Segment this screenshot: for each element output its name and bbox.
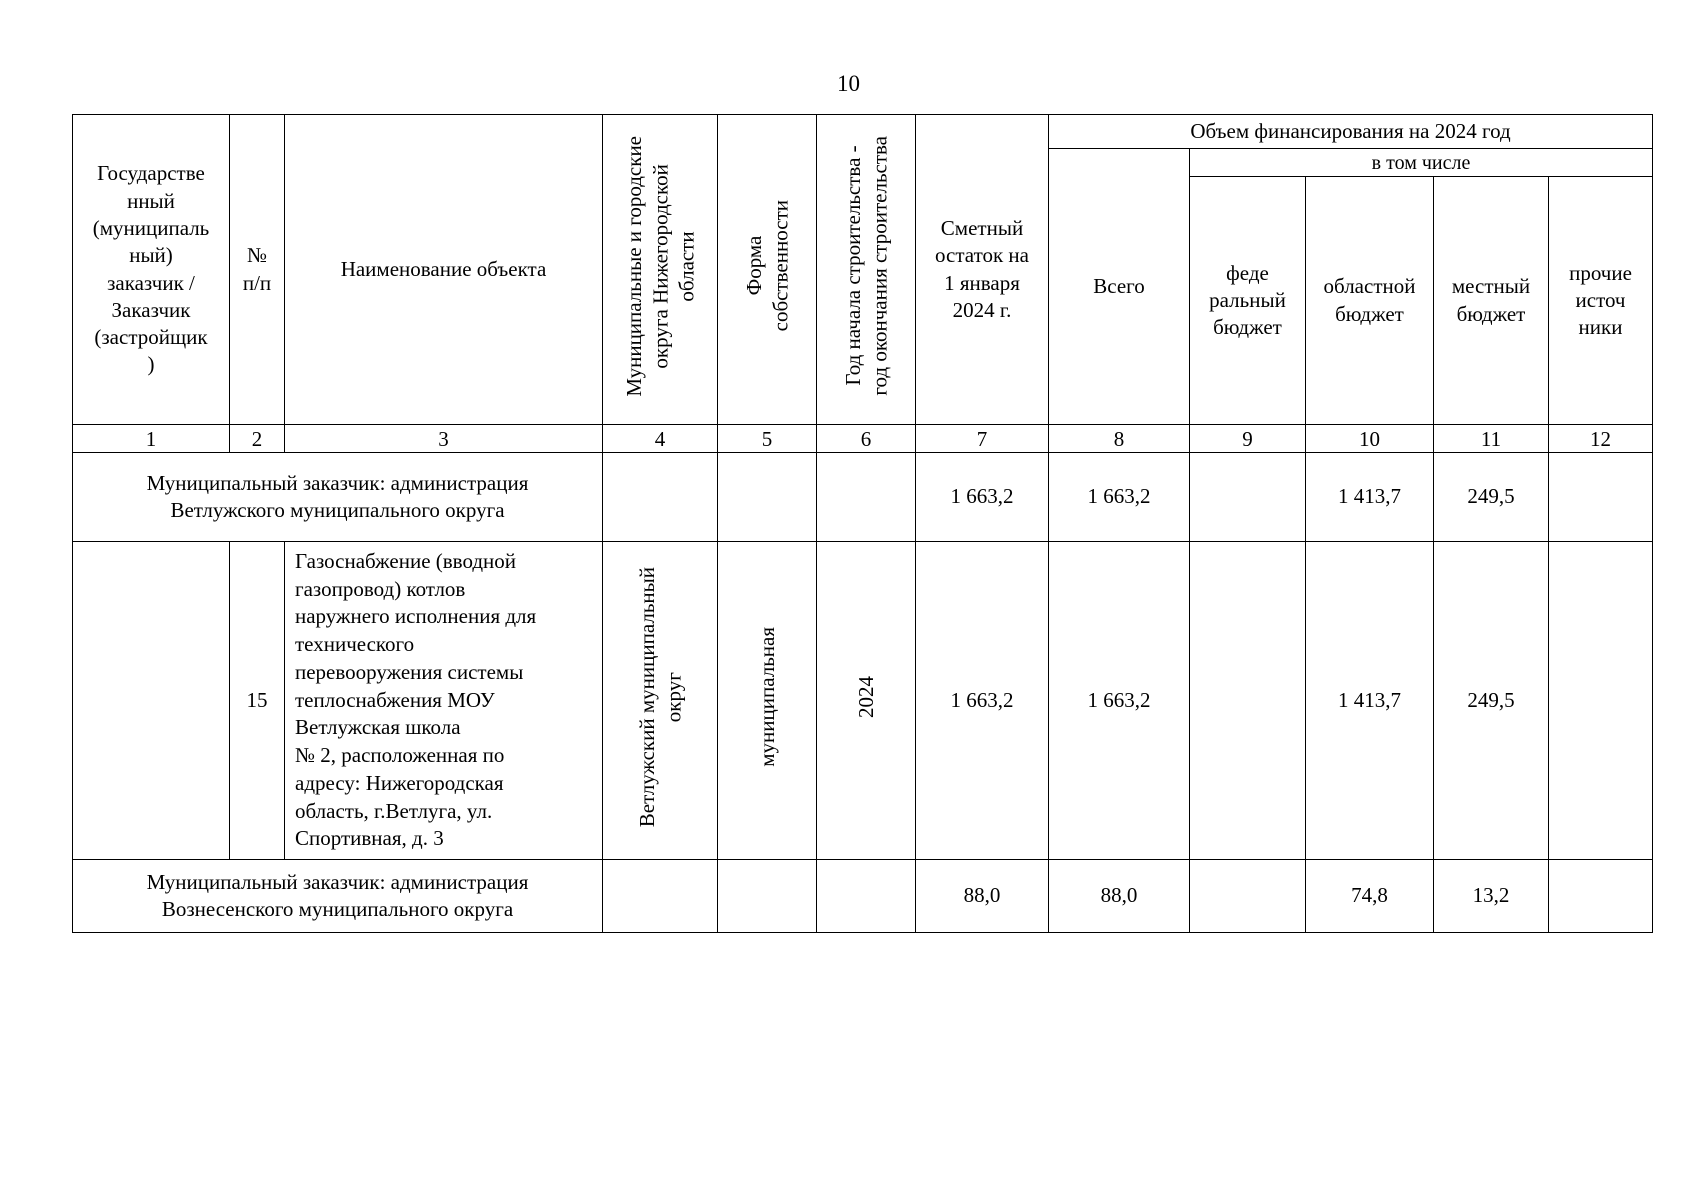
regional-value: 1 413,7 [1306,542,1434,860]
header-regional: областной бюджет [1306,177,1434,425]
object-number: 15 [230,542,285,860]
object-row-15 [73,542,1653,860]
header-estimate-balance: Сметный остаток на 1 января 2024 г. [916,115,1049,425]
regional-value: 1 413,7 [1306,453,1434,542]
ownership-cell [718,453,817,542]
customer-name: Муниципальный заказчик: администрация Ветлужского муниципального округа [73,453,603,542]
customer-name: Муниципальный заказчик: администрация Вознесенского муниципального округа [73,860,603,933]
header-ownership-text: Форма собственности [741,200,792,332]
column-number: 10 [1306,425,1434,453]
header-local: местный бюджет [1434,177,1549,425]
column-numbers-row [73,425,1653,453]
column-number: 8 [1049,425,1190,453]
header-municipality [603,115,718,425]
object-municipality-text: Ветлужский муниципальный округ [634,566,685,827]
column-number: 2 [230,425,285,453]
total-value: 1 663,2 [1049,542,1190,860]
total-value: 1 663,2 [1049,453,1190,542]
other-value [1549,860,1653,933]
header-including: в том числе [1190,149,1653,177]
municipality-cell [603,860,718,933]
header-other: прочие источ ники [1549,177,1653,425]
federal-value [1190,860,1306,933]
header-total: Всего [1049,149,1190,425]
municipality-cell [603,453,718,542]
header-ownership [718,115,817,425]
regional-value: 74,8 [1306,860,1434,933]
federal-value [1190,453,1306,542]
other-value [1549,542,1653,860]
column-number: 11 [1434,425,1549,453]
local-value: 13,2 [1434,860,1549,933]
object-ownership [718,542,817,860]
column-number: 3 [285,425,603,453]
construction-funding-table [72,114,1653,933]
header-object-name: Наименование объекта [285,115,603,425]
federal-value [1190,542,1306,860]
object-name: Газоснабжение (вводной газопровод) котлов наружнего исполнения для технического перевооружения системы теплоснабжения МОУ Ветлужская школа № 2, расположенная по адресу: Нижегородская область, г.Ветлуга, ул. Спортивная, д. 3 [285,542,603,860]
years-cell [817,453,916,542]
column-number: 7 [916,425,1049,453]
header-number: № п/п [230,115,285,425]
header-row-1 [73,115,1653,149]
column-number: 5 [718,425,817,453]
total-value: 88,0 [1049,860,1190,933]
column-number: 1 [73,425,230,453]
local-value: 249,5 [1434,453,1549,542]
header-federal: феде ральный бюджет [1190,177,1306,425]
ownership-cell [718,860,817,933]
customer-row-vetluga [73,453,1653,542]
object-years [817,542,916,860]
customer-row-voznesenskoe [73,860,1653,933]
object-years-text: 2024 [853,675,878,718]
object-municipality [603,542,718,860]
header-years [817,115,916,425]
header-years-text: Год начала строительства - год окончания строительства [840,136,891,396]
header-customer: Государстве нный (муниципаль ный) заказчик / Заказчик (застройщик ) [73,115,230,425]
estimate-balance-value: 1 663,2 [916,453,1049,542]
object-ownership-text: муниципальная [754,626,779,767]
other-value [1549,453,1653,542]
estimate-balance-value: 1 663,2 [916,542,1049,860]
column-number: 9 [1190,425,1306,453]
years-cell [817,860,916,933]
column-number: 12 [1549,425,1653,453]
column-number: 6 [817,425,916,453]
header-funding-group: Объем финансирования на 2024 год [1049,115,1653,149]
local-value: 249,5 [1434,542,1549,860]
page-number: 10 [837,71,860,96]
column-number: 4 [603,425,718,453]
header-municipality-text: Муниципальные и городские округа Нижегородской области [621,135,699,397]
customer-cell [73,542,230,860]
estimate-balance-value: 88,0 [916,860,1049,933]
